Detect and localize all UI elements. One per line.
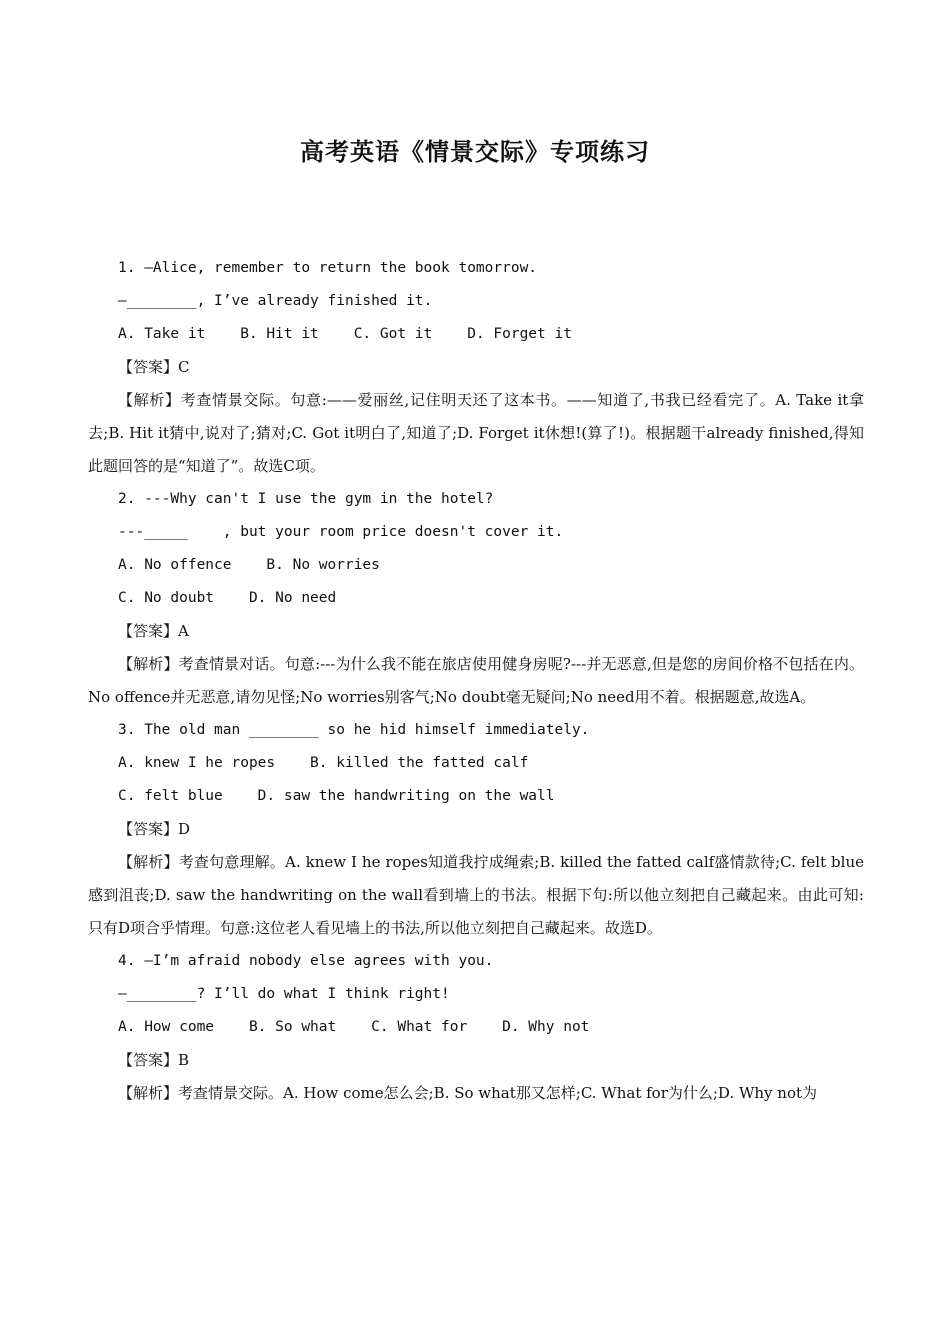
question-options: A. No offence B. No worries (118, 557, 380, 573)
question-response: ---_____ , but your room price doesn't cover it. (118, 524, 564, 540)
question-options: C. No doubt D. No need (118, 590, 337, 606)
question-response: —________, I’ve already finished it. (118, 293, 433, 309)
analysis-text: 【解析】考查情景交际。A. How come怎么会;B. So what那又怎样;C. What for为什么;D. Why not为 (118, 1084, 818, 1102)
analysis-text: 【解析】考查情景对话。句意:---为什么我不能在旅店使用健身房呢?---并无恶意,但是您的房间价格不包括在内。No offence并无恶意,请勿见怪;No worries别客气;No doubt毫无疑问;No need用不着。根据题意,故选A。 (88, 655, 864, 706)
question-options: A. Take it B. Hit it C. Got it D. Forget it (118, 326, 572, 342)
question-stem: 1. —Alice, remember to return the book tomorrow. (118, 260, 538, 276)
question-3 (88, 714, 864, 945)
answer-label: 【答案】C (118, 358, 190, 376)
answer-label: 【答案】D (118, 820, 191, 838)
question-stem: 4. —I’m afraid nobody else agrees with you. (118, 953, 494, 969)
question-4 (88, 945, 864, 1110)
page-title: 高考英语《情景交际》专项练习 (300, 137, 650, 166)
question-stem: 2. ---Why can't I use the gym in the hotel? (118, 491, 494, 507)
question-response: —________? I’ll do what I think right! (118, 986, 450, 1002)
question-list (88, 252, 864, 1110)
question-2 (88, 483, 864, 714)
answer-label: 【答案】B (118, 1051, 190, 1069)
question-options: A. knew I he ropes B. killed the fatted calf (118, 755, 529, 771)
question-options: A. How come B. So what C. What for D. Why not (118, 1019, 590, 1035)
analysis-text: 【解析】考查情景交际。句意:——爱丽丝,记住明天还了这本书。——知道了,书我已经看完了。A. Take it拿去;B. Hit it猜中,说对了;猜对;C. Got it明白了,知道了;D. Forget it休想!(算了!)。根据题干already finished,得知此题回答的是“知道了”。故选C项。 (88, 391, 864, 475)
question-options: C. felt blue D. saw the handwriting on the wall (118, 788, 555, 804)
analysis-text: 【解析】考查句意理解。A. knew I he ropes知道我拧成绳索;B. killed the fatted calf盛情款待;C. felt blue感到沮丧;D. saw the handwriting on the wall看到墙上的书法。根据下句:所以他立刻把自己藏起来。由此可知:只有D项合乎情理。句意:这位老人看见墙上的书法,所以他立刻把自己藏起来。故选D。 (88, 853, 864, 937)
question-1 (88, 252, 864, 483)
answer-label: 【答案】A (118, 622, 189, 640)
question-stem: 3. The old man ________ so he hid himself immediately. (118, 722, 590, 738)
